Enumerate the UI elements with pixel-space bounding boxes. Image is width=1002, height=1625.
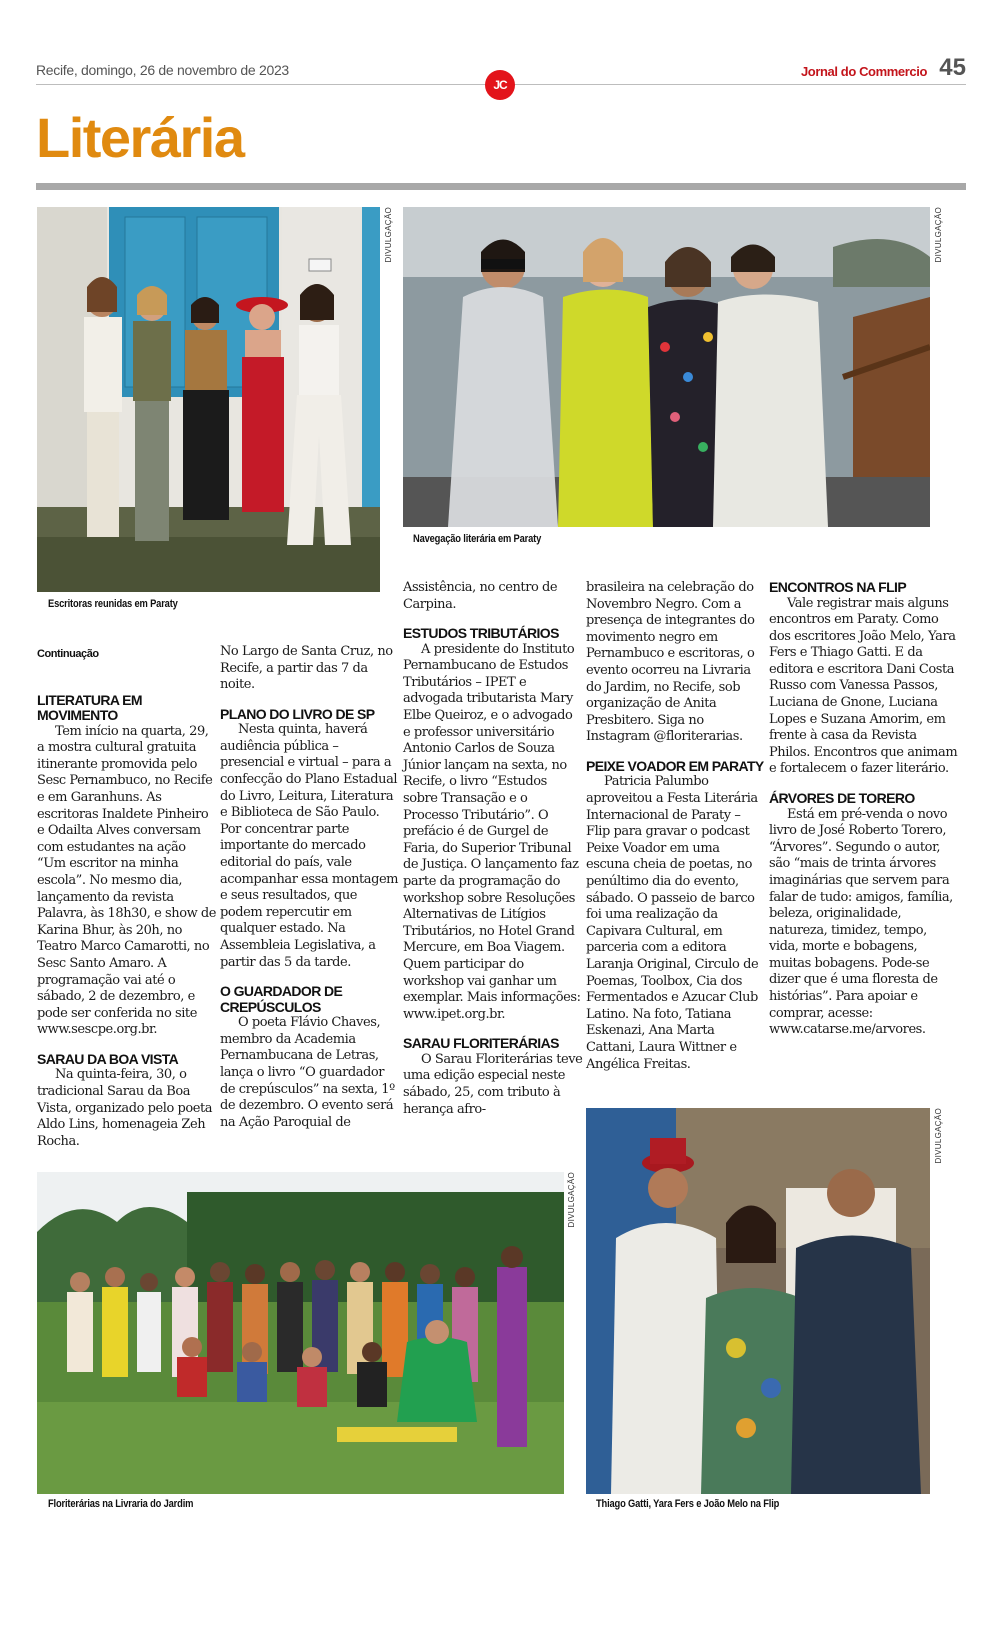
article-paragraph: Vale registrar mais alguns encontros em Paraty. Como dos escritores João Melo, Yara Fers e Thiago Gatti. E da editora e escritora Dani Costa Russo com Vanessa Passos, Luciana de Gnone, Luciana Lopes e Suzana Amorim, em frente à casa da Revista Philos. Encontros que animam e fortalecem o fazer literário.: [769, 595, 958, 777]
article-paragraph: Na quinta-feira, 30, o tradicional Sarau da Boa Vista, organizado pelo poeta Aldo Lins, homenageia Zeh Rocha.: [37, 1067, 213, 1149]
subhead: SARAU FLORITERÁRIAS: [403, 1035, 559, 1052]
section-divider: [36, 183, 966, 190]
subhead: PLANO DO LIVRO DE SP: [220, 705, 375, 722]
photo-flip-trio: [586, 1108, 930, 1494]
photo-caption: Navegação literária em Paraty: [413, 533, 542, 545]
newspaper-name: Jornal do Commercio: [800, 64, 927, 79]
article-column-4: [586, 580, 766, 1073]
subhead: PEIXE VOADOR EM PARATY: [586, 757, 764, 774]
boat-photo-image: [403, 207, 930, 527]
subhead: O GUARDADOR DE CREPÚSCULOS: [220, 983, 343, 1015]
page-number: 45: [939, 54, 966, 81]
subhead: ÁRVORES DE TORERO: [769, 790, 915, 807]
photo-credit: DIVULGAÇÃO: [384, 207, 393, 263]
subhead: ENCONTROS NA FLIP: [769, 579, 907, 595]
article-paragraph: Nesta quinta, haverá audiência pública – presencial e virtual – para a confecção do Plano Estadual do Livro, Leitura, Literatura e Biblioteca de São Paulo. Por concentrar parte importante do mercado editorial do país, vale acompanhar essa montagem e seus resultados, que podem repercutir em qualquer estado. Na Assembleia Legislativa, a partir das 5 da tarde.: [220, 722, 399, 970]
article-paragraph: Está em pré-venda o novo livro de José Roberto Torero, “Árvores”. Segundo o autor, são “mais de trinta árvores imaginárias que servem para falar de tudo: amigos, família, beleza, originalidade, natureza, timidez, tempo, vida, morte e bobagens, muitas bobagens. Pode-se dizer que é uma floresta de histórias”. Para apoiar e comprar, acesse: www.catarse.me/arvores.: [769, 806, 953, 1038]
photo-credit: DIVULGAÇÃO: [567, 1172, 576, 1228]
article-paragraph: O poeta Flávio Chaves, membro da Academia Pernambucana de Letras, lança o livro “O guardador de crepúsculos” na sexta, 1º de dezembro. O evento será na Ação Paroquial de: [220, 1015, 395, 1130]
article-paragraph: brasileira na celebração do Novembro Negro. Com a presença de integrantes do movimento negro em Pernambuco e escritoras, o evento ocorreu na Livraria do Jardim, no Recife, sob organização de Anita Presbitero. Siga no Instagram @floriterarias.: [586, 580, 755, 745]
article-paragraph: Tem início na quarta, 29, a mostra cultural gratuita itinerante promovida pelo Sesc Pernambuco, no Recife e em Garanhuns. As escritoras Inaldete Pinheiro e Odailta Alves conversam com estudantes na ação “Um escritor na minha escola”. No mesmo dia, lançamento da revista Palavra, às 18h30, e show de Karina Bhur, às 20h, no Teatro Marco Camarotti, no Sesc Santo Amaro. A programação vai até o sábado, 2 de dezembro, e pode ser conferida no site www.sescpe.org.br.: [37, 723, 217, 1038]
article-paragraph: Patricia Palumbo aproveitou a Festa Literária Internacional de Paraty – Flip para gravar o podcast Peixe Voador em uma escuna cheia de poetas, no penúltimo dia do evento, sábado. O passeio de barco foi uma realização da Capivara Cultural, em parceria com a editora Laranja Original, Circulo de Poemas, Toolbox, Cia dos Fermentados e Azucar Club Latino. Na foto, Tatiana Eskenazi, Ana Marta Cattani, Laura Wittner e Angélica Freitas.: [586, 774, 759, 1072]
photo-navegacao-paraty: [403, 207, 930, 527]
photo-credit: DIVULGAÇÃO: [934, 207, 943, 263]
article-column-3: [403, 580, 583, 1118]
photo-caption: Thiago Gatti, Yara Fers e João Melo na Flip: [596, 1498, 780, 1510]
jc-logo: JC: [485, 70, 515, 100]
article-column-2: [220, 644, 400, 1131]
subhead: ESTUDOS TRIBUTÁRIOS: [403, 625, 559, 642]
article-paragraph: O Sarau Floriterárias teve uma edição especial neste sábado, 25, com tributo à herança afro-: [403, 1051, 583, 1117]
article-paragraph: A presidente do Instituto Pernambucano de Estudos Tributários – IPET e advogada tributarista Mary Elbe Queiroz, e o advogado e professor universitário Antonio Carlos de Souza Júnior lançam na sexta, no Recife, o livro “Estudos sobre Transação e o Processo Tributário”. O prefácio é de Gurgel de Faria, do Superior Tribunal de Justiça. O lançamento faz parte da programação do workshop sobre Resoluções Alternativas de Litígios Tributários, no Hotel Grand Mercure, em Boa Viagem. Quem participar do workshop vai ganhar um exemplar. Mais informações: www.ipet.org.br.: [403, 641, 581, 1022]
photo-escritoras-paraty: [37, 207, 380, 592]
article-paragraph: Assistência, no centro de Carpina.: [403, 580, 558, 612]
section-title: Literária: [36, 106, 244, 169]
subhead: SARAU DA BOA VISTA: [37, 1050, 179, 1067]
photo-caption: Floriterárias na Livraria do Jardim: [48, 1498, 194, 1510]
article-paragraph: No Largo de Santa Cruz, no Recife, a partir das 7 da noite.: [220, 644, 393, 693]
garden-photo-image: [37, 1172, 564, 1494]
subhead: LITERATURA EM MOVIMENTO: [37, 691, 142, 724]
photo-credit: DIVULGAÇÃO: [934, 1108, 943, 1164]
trio-photo-image: [586, 1108, 930, 1494]
photo-floriterarias: [37, 1172, 564, 1494]
group-photo-image: [37, 207, 380, 592]
edition-date: Recife, domingo, 26 de novembro de 2023: [36, 62, 289, 78]
photo-caption: Escritoras reunidas em Paraty: [48, 598, 178, 610]
continuation-label: Continuação: [37, 648, 99, 660]
article-column-1: [37, 646, 217, 1150]
article-column-5: [769, 580, 959, 1039]
